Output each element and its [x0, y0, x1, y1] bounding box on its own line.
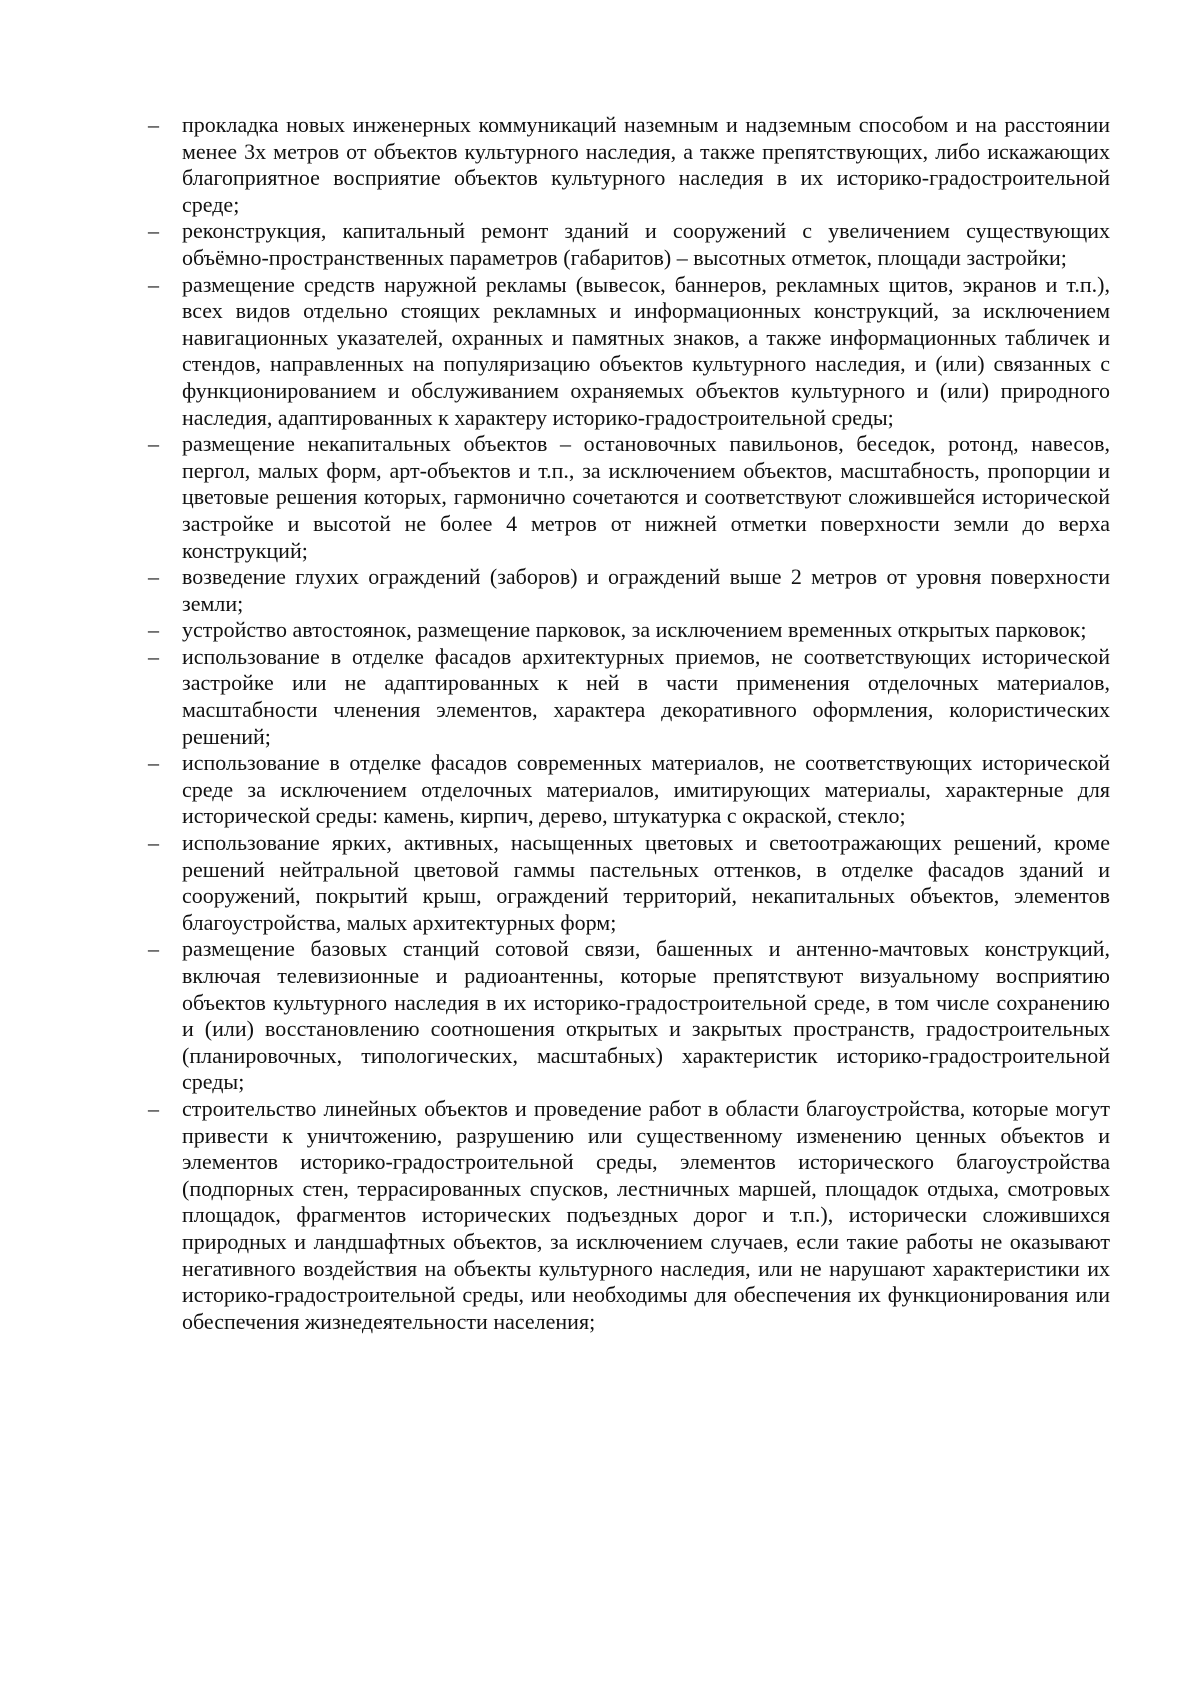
- list-item: [148, 617, 1110, 644]
- list-item: [148, 830, 1110, 936]
- list-item: [148, 431, 1110, 564]
- restrictions-list: [148, 112, 1110, 1335]
- list-item-text: возведение глухих ограждений (заборов) и ограждений выше 2 метров от уровня поверхности земли;: [182, 564, 1110, 616]
- list-item-text: строительство линейных объектов и проведение работ в области благоустройства, которые могут привести к уничтожению, разрушению или существенному изменению ценных объектов и элементов историко-градостроительной среды, элементов исторического благоустройства (подпорных стен, террасированных спусков, лестничных маршей, площадок отдыха, смотровых площадок, фрагментов исторических подъездных дорог и т.п.), исторически сложившихся природных и ландшафтных объектов, за исключением случаев, если такие работы не оказывают негативного воздействия на объекты культурного наследия, или не нарушают характеристики их историко-градостроительной среды, или необходимы для обеспечения их функционирования или обеспечения жизнедеятельности населения;: [182, 1095, 1110, 1334]
- list-dash: –: [148, 1095, 159, 1121]
- list-item: [148, 644, 1110, 750]
- list-item-text: размещение средств наружной рекламы (вывесок, баннеров, рекламных щитов, экранов и т.п.), всех видов отдельно стоящих рекламных и информационных конструкций, за исключением навигационных указателей, охранных и памятных знаков, а также информационных табличек и стендов, направленных на популяризацию объектов культурного наследия, и (или) связанных с функционированием и обслуживанием охраняемых объектов культурного и (или) природного наследия, адаптированных к характеру историко-градостроительной среды;: [182, 271, 1110, 430]
- list-dash: –: [148, 750, 159, 776]
- list-dash: –: [148, 564, 159, 590]
- list-dash: –: [148, 431, 159, 457]
- list-item-text: использование ярких, активных, насыщенных цветовых и светоотражающих решений, кроме решений нейтральной цветовой гаммы пастельных оттенков, в отделке фасадов зданий и сооружений, покрытий крыш, ограждений территорий, некапитальных объектов, элементов благоустройства, малых архитектурных форм;: [182, 830, 1110, 935]
- list-dash: –: [148, 271, 159, 297]
- list-item-text: использование в отделке фасадов архитектурных приемов, не соответствующих исторической застройке или не адаптированных к ней в части применения отделочных материалов, масштабности членения элементов, характера декоративного оформления, колористических решений;: [182, 643, 1110, 749]
- list-dash: –: [148, 936, 159, 962]
- list-item: [148, 272, 1110, 432]
- list-item: [148, 936, 1110, 1096]
- list-item-text: использование в отделке фасадов современных материалов, не соответствующих исторической среде за исключением отделочных материалов, имитирующих материалы, характерные для исторической среды: камень, кирпич, дерево, штукатурка с окраской, стекло;: [182, 750, 1110, 829]
- list-item: [148, 564, 1110, 617]
- list-dash: –: [148, 218, 159, 244]
- list-item: [148, 218, 1110, 271]
- list-dash: –: [148, 617, 159, 643]
- list-item-text: прокладка новых инженерных коммуникаций наземным и надземным способом и на расстоянии менее 3х метров от объектов культурного наследия, а также препятствующих, либо искажающих благоприятное восприятие объектов культурного наследия в их историко-градостроительной среде;: [182, 112, 1110, 217]
- list-item-text: устройство автостоянок, размещение парковок, за исключением временных открытых парковок;: [182, 617, 1087, 643]
- list-item-text: размещение базовых станций сотовой связи, башенных и антенно-мачтовых конструкций, включая телевизионные и радиоантенны, которые препятствуют визуальному восприятию объектов культурного наследия в их историко-градостроительной среде, в том числе сохранению и (или) восстановлению соотношения открытых и закрытых пространств, градостроительных (планировочных, типологических, масштабных) характеристик историко-градостроительной среды;: [182, 936, 1110, 1095]
- list-dash: –: [148, 830, 159, 856]
- list-item-text: размещение некапитальных объектов – остановочных павильонов, беседок, ротонд, навесов, пергол, малых форм, арт-объектов и т.п., за исключением объектов, масштабность, пропорции и цветовые решения которых, гармонично сочетаются и соответствуют сложившейся исторической застройке и высотой не более 4 метров от нижней отметки поверхности земли до верха конструкций;: [182, 431, 1110, 563]
- list-item: [148, 112, 1110, 218]
- list-dash: –: [148, 643, 159, 669]
- list-dash: –: [148, 112, 159, 137]
- list-item: [148, 1096, 1110, 1335]
- list-item: [148, 750, 1110, 830]
- list-item-text: реконструкция, капитальный ремонт зданий и сооружений с увеличением существующих объёмно-пространственных параметров (габаритов) – высотных отметок, площади застройки;: [182, 218, 1110, 270]
